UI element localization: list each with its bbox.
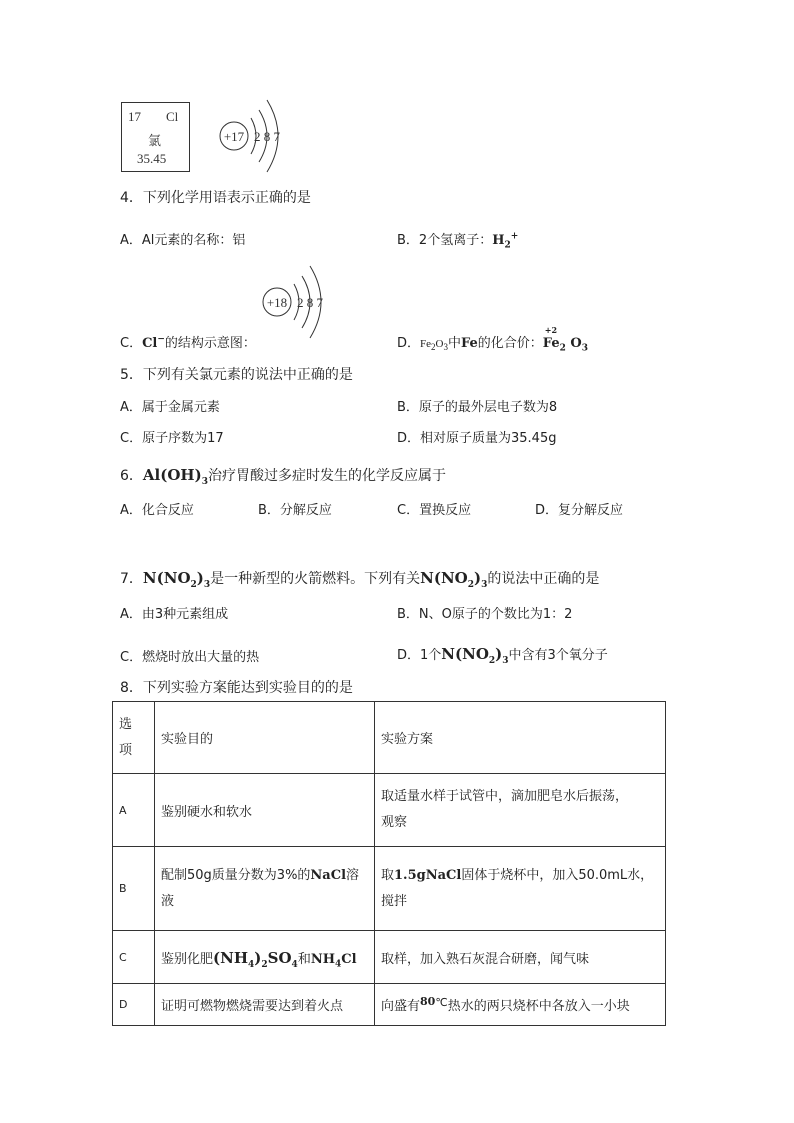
row-plan: 取适量水样于试管中，滴加肥皂水后振荡， 观察 bbox=[375, 774, 666, 847]
element-card bbox=[121, 102, 190, 172]
header-option: 选 项 bbox=[113, 702, 155, 774]
header-plan: 实验方案 bbox=[375, 702, 666, 774]
q6-option-a: A．化合反应 bbox=[120, 503, 194, 518]
q5-option-b: B．原子的最外层电子数为8 bbox=[397, 400, 558, 415]
trinitramide-formula: $N(NO_2)_3$ bbox=[441, 645, 509, 666]
row-goal: 鉴别硬水和软水 bbox=[155, 774, 375, 847]
chloride-ion: Cl− bbox=[142, 334, 165, 351]
row-goal: 证明可燃物燃烧需要达到着火点 bbox=[155, 984, 375, 1026]
nucleus-charge: +18 bbox=[266, 295, 288, 310]
experiment-table bbox=[112, 701, 666, 1026]
q4-option-a: A．Al元素的名称：铝 bbox=[120, 233, 246, 248]
row-plan: 取1.5gNaCl固体于烧杯中，加入50.0mL水， 搅拌 bbox=[375, 847, 666, 931]
hydrogen-ion-formula: $H_2^+$ bbox=[492, 231, 519, 251]
q7-option-a: A．由3种元素组成 bbox=[120, 607, 229, 622]
q5-option-a: A．属于金属元素 bbox=[120, 400, 220, 415]
table-header-row bbox=[113, 702, 666, 774]
valence-formula: +2 $Fe_2$ $O_3$ bbox=[542, 325, 588, 354]
row-option: B bbox=[113, 847, 155, 931]
cl-ion-diagram bbox=[258, 262, 338, 342]
row-goal: 鉴别化肥$(NH_4)_2SO_4$和$NH_4Cl$ bbox=[155, 931, 375, 984]
row-option: A bbox=[113, 774, 155, 847]
row-plan: 向盛有$^{80℃}$热水的两只烧杯中各放入一小块 bbox=[375, 984, 666, 1026]
header-goal: 实验目的 bbox=[155, 702, 375, 774]
electron-counts: 2 8 7 bbox=[297, 295, 323, 310]
q5-option-c: C．原子序数为17 bbox=[120, 431, 224, 446]
table-row bbox=[113, 774, 666, 847]
ammonium-chloride-formula: $NH_4Cl$ bbox=[310, 951, 357, 970]
ammonium-sulfate-formula: $(NH_4)_2SO_4$ bbox=[213, 948, 298, 970]
q6-option-c: C．置换反应 bbox=[397, 503, 472, 518]
atomic-mass: 35.45 bbox=[137, 151, 167, 166]
q6-option-d: D．复分解反应 bbox=[535, 503, 624, 518]
trinitramide-formula: $N(NO_2)_3$ bbox=[142, 569, 211, 590]
iron-oxide-formula: $Fe_2O_3$ bbox=[420, 338, 448, 353]
question-4-stem: 4．下列化学用语表示正确的是 bbox=[120, 190, 311, 206]
trinitramide-formula: $N(NO_2)_3$ bbox=[420, 569, 488, 590]
q5-option-d: D．相对原子质量为35.45g bbox=[397, 431, 557, 446]
table-row bbox=[113, 847, 666, 931]
atomic-number: 17 bbox=[128, 109, 141, 124]
row-option: D bbox=[113, 984, 155, 1026]
question-6-stem: 6．$Al(OH)_3$治疗胃酸过多症时发生的化学反应属于 bbox=[120, 466, 446, 487]
table-row bbox=[113, 984, 666, 1026]
row-plan: 取样，加入熟石灰混合研磨，闻气味 bbox=[375, 931, 666, 984]
question-5-stem: 5．下列有关氯元素的说法中正确的是 bbox=[120, 367, 353, 383]
row-option: C bbox=[113, 931, 155, 984]
q6-option-b: B．分解反应 bbox=[258, 503, 332, 518]
q7-option-d: D．1个$N(NO_2)_3$中含有3个氧分子 bbox=[397, 645, 608, 666]
q4-option-b: B．2个氢离子：$H_2^+$ bbox=[397, 231, 519, 251]
table-row bbox=[113, 931, 666, 984]
aluminum-hydroxide-formula: $Al(OH)_3$ bbox=[142, 466, 208, 487]
question-8-stem: 8．下列实验方案能达到实验目的的是 bbox=[120, 680, 353, 696]
element-symbol: Cl bbox=[166, 109, 179, 124]
question-7-stem: 7．$N(NO_2)_3$是一种新型的火箭燃料。下列有关$N(NO_2)_3$的说法中正确的是 bbox=[120, 569, 600, 590]
q7-option-c: C．燃烧时放出大量的热 bbox=[120, 650, 260, 665]
cl-atom-diagram bbox=[215, 96, 295, 176]
q7-option-b: B．N、O原子的个数比为1：2 bbox=[397, 607, 573, 622]
nucleus-charge: +17 bbox=[223, 129, 245, 144]
q4-option-c: C．Cl−的结构示意图： bbox=[120, 334, 256, 351]
electron-counts: 2 8 7 bbox=[254, 129, 280, 144]
q4-option-d: D．$Fe_2O_3$中Fe的化合价： +2 $Fe_2$ $O_3$ bbox=[397, 325, 588, 354]
element-name: 氯 bbox=[148, 133, 162, 148]
row-goal: 配制50g质量分数为3%的NaCl溶 液 bbox=[155, 847, 375, 931]
